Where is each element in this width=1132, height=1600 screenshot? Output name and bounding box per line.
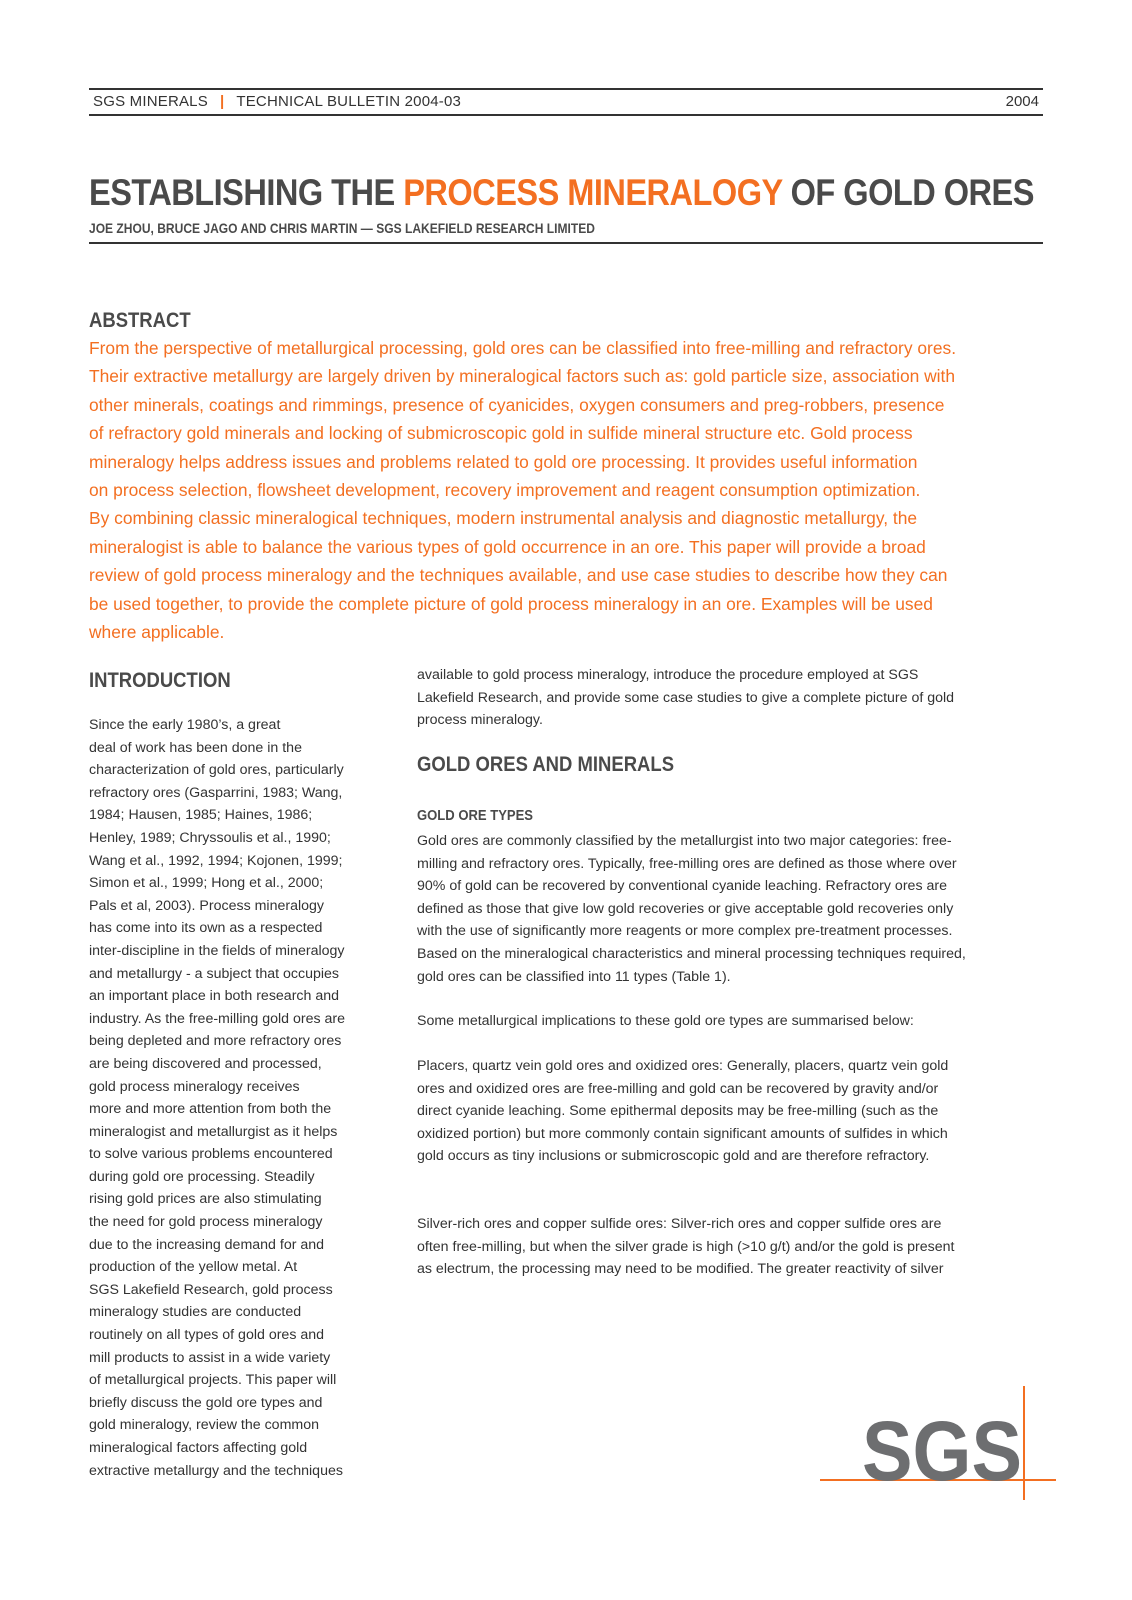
abstract-line: on process selection, flowsheet development, recovery improvement and reagent consumption optimization. <box>89 480 921 501</box>
introduction-line: SGS Lakefield Research, gold process <box>89 1281 333 1298</box>
gold-ore-types-paragraph <box>417 830 1047 988</box>
silver-rich-paragraph <box>417 1213 1047 1281</box>
header-org: SGS MINERALS <box>93 93 208 110</box>
paragraph-line: ores and oxidized ores are free-milling and gold can be recovered by gravity and/or <box>417 1080 939 1097</box>
introduction-continuation-line: available to gold process mineralogy, introduce the procedure employed at SGS <box>417 667 919 683</box>
abstract-line: other minerals, coatings and rimmings, presence of cyanicides, oxygen consumers and preg-robbers, presence <box>89 394 945 415</box>
introduction-line: Simon et al., 1999; Hong et al., 2000; <box>89 875 324 892</box>
paragraph-line: Based on the mineralogical characteristics and mineral processing techniques required, <box>417 945 966 962</box>
paragraph-line: often free-milling, but when the silver grade is high (>10 g/t) and/or the gold is present <box>417 1238 955 1255</box>
introduction-line: due to the increasing demand for and <box>89 1236 325 1253</box>
gold-ores-heading: GOLD ORES AND MINERALS <box>417 753 675 776</box>
introduction-line: extractive metallurgy and the techniques <box>89 1462 343 1479</box>
title-accent: PROCESS MINERALOGY <box>403 172 783 213</box>
introduction-line: deal of work has been done in the <box>89 739 302 756</box>
paragraph-line: 90% of gold can be recovered by conventional cyanide leaching. Refractory ores are <box>417 878 947 895</box>
introduction-line: Henley, 1989; Chryssoulis et al., 1990; <box>89 829 331 846</box>
logo-text: SGS <box>862 1404 1022 1498</box>
abstract-line: By combining classic mineralogical techniques, modern instrumental analysis and diagnostic metallurgy, the <box>89 508 918 529</box>
header-year: 2004 <box>1005 93 1039 110</box>
header-bar <box>89 88 1043 116</box>
introduction-line: mineralogy studies are conducted <box>89 1304 302 1321</box>
introduction-heading: INTRODUCTION <box>89 669 231 692</box>
abstract-heading: ABSTRACT <box>89 309 191 332</box>
abstract-line: From the perspective of metallurgical processing, gold ores can be classified into free-milling and refractory ores. <box>89 338 957 358</box>
abstract-line: Their extractive metallurgy are largely driven by mineralogical factors such as: gold particle size, association with <box>89 366 956 387</box>
introduction-line: industry. As the free-milling gold ores are <box>89 1010 346 1027</box>
abstract-line: mineralogy helps address issues and problems related to gold ore processing. It provides useful information <box>89 451 918 472</box>
introduction-line: gold process mineralogy receives <box>89 1078 300 1095</box>
introduction-line: has come into its own as a respected <box>89 920 323 937</box>
sgs-logo <box>820 1386 1060 1506</box>
introduction-line: during gold ore processing. Steadily <box>89 1168 315 1185</box>
introduction-line: of metallurgical projects. This paper will <box>89 1372 337 1389</box>
header-left <box>93 90 461 114</box>
introduction-line: mill products to assist in a wide variety <box>89 1349 331 1366</box>
paragraph-line: gold occurs as tiny inclusions or submicroscopic gold and are therefore refractory. <box>417 1148 930 1165</box>
introduction-line: production of the yellow metal. At <box>89 1259 298 1276</box>
introduction-line: mineralogical factors affecting gold <box>89 1440 308 1456</box>
introduction-line: rising gold prices are also stimulating <box>89 1191 322 1208</box>
paragraph-line: as electrum, the processing may need to be modified. The greater reactivity of silver <box>417 1261 944 1278</box>
paragraph-line: Some metallurgical implications to these gold ore types are summarised below: <box>417 1013 914 1029</box>
paragraph-line: gold ores can be classified into 11 types (Table 1). <box>417 968 731 985</box>
authors-line <box>89 220 1043 244</box>
paragraph-line: direct cyanide leaching. Some epithermal deposits may be free-milling (such as the <box>417 1103 939 1120</box>
header-bulletin: TECHNICAL BULLETIN 2004-03 <box>236 93 462 110</box>
introduction-continuation-line: process mineralogy. <box>417 712 543 729</box>
introduction-line: being depleted and more refractory ores <box>89 1033 342 1050</box>
introduction-line: gold mineralogy, review the common <box>89 1417 319 1434</box>
introduction-line: inter-discipline in the fields of mineralogy <box>89 942 345 959</box>
paragraph-line: defined as those that give low gold recoveries or give acceptable gold recoveries only <box>417 900 954 917</box>
abstract-text <box>89 334 1049 646</box>
introduction-line: refractory ores (Gasparrini, 1983; Wang, <box>89 784 343 801</box>
introduction-line: more and more attention from both the <box>89 1101 332 1118</box>
paragraph-line: with the use of significantly more reagents or more complex pre-treatment processes. <box>417 923 953 940</box>
paragraph-line: Gold ores are commonly classified by the metallurgist into two major categories: free- <box>417 833 952 849</box>
header-separator: | <box>219 93 225 110</box>
introduction-line: mineralogist and metallurgist as it helps <box>89 1123 338 1140</box>
abstract-line: of refractory gold minerals and locking of submicroscopic gold in sulfide mineral structure etc. Gold process <box>89 423 913 444</box>
introduction-line: the need for gold process mineralogy <box>89 1214 323 1231</box>
title-part2: OF GOLD ORES <box>782 172 1034 213</box>
authors-text: JOE ZHOU, BRUCE JAGO AND CHRIS MARTIN — SGS LAKEFIELD RESEARCH LIMITED <box>89 220 595 236</box>
introduction-line: Wang et al., 1992, 1994; Kojonen, 1999; <box>89 852 343 869</box>
introduction-line: are being discovered and processed, <box>89 1055 322 1072</box>
introduction-line: briefly discuss the gold ore types and <box>89 1394 323 1411</box>
title-part1: ESTABLISHING THE <box>89 172 404 213</box>
introduction-continuation-line: Lakefield Research, and provide some case studies to give a complete picture of gold <box>417 689 955 706</box>
paragraph-line: Silver-rich ores and copper sulfide ores: Silver-rich ores and copper sulfide ores are <box>417 1216 942 1232</box>
introduction-column-left <box>89 714 389 1482</box>
page-title <box>89 172 1034 213</box>
introduction-line: routinely on all types of gold ores and <box>89 1327 325 1344</box>
introduction-line: Since the early 1980’s, a great <box>89 717 281 733</box>
abstract-line: where applicable. <box>89 622 225 643</box>
abstract-line: be used together, to provide the complete picture of gold process mineralogy in an ore. Examples will be used <box>89 593 933 614</box>
introduction-line: and metallurgy - a subject that occupies <box>89 965 339 982</box>
implications-intro-paragraph <box>417 1010 1047 1033</box>
paragraph-line: oxidized portion) but more commonly contain significant amounts of sulfides in which <box>417 1125 948 1142</box>
abstract-line: mineralogist is able to balance the various types of gold occurrence in an ore. This paper will provide a broad <box>89 536 926 557</box>
placers-paragraph <box>417 1055 1047 1168</box>
paragraph-line: Placers, quartz vein gold ores and oxidized ores: Generally, placers, quartz vein gold <box>417 1058 949 1074</box>
introduction-continuation <box>417 664 1047 732</box>
introduction-line: an important place in both research and <box>89 988 340 1005</box>
gold-ore-types-subheading: GOLD ORE TYPES <box>417 808 534 824</box>
introduction-line: to solve various problems encountered <box>89 1146 333 1163</box>
abstract-line: review of gold process mineralogy and the techniques available, and use case studies to describe how they can <box>89 565 948 586</box>
introduction-line: 1984; Hausen, 1985; Haines, 1986; <box>89 807 313 824</box>
paragraph-line: milling and refractory ores. Typically, free-milling ores are defined as those where over <box>417 855 957 872</box>
introduction-line: Pals et al, 2003). Process mineralogy <box>89 897 324 914</box>
introduction-line: characterization of gold ores, particularly <box>89 762 344 779</box>
